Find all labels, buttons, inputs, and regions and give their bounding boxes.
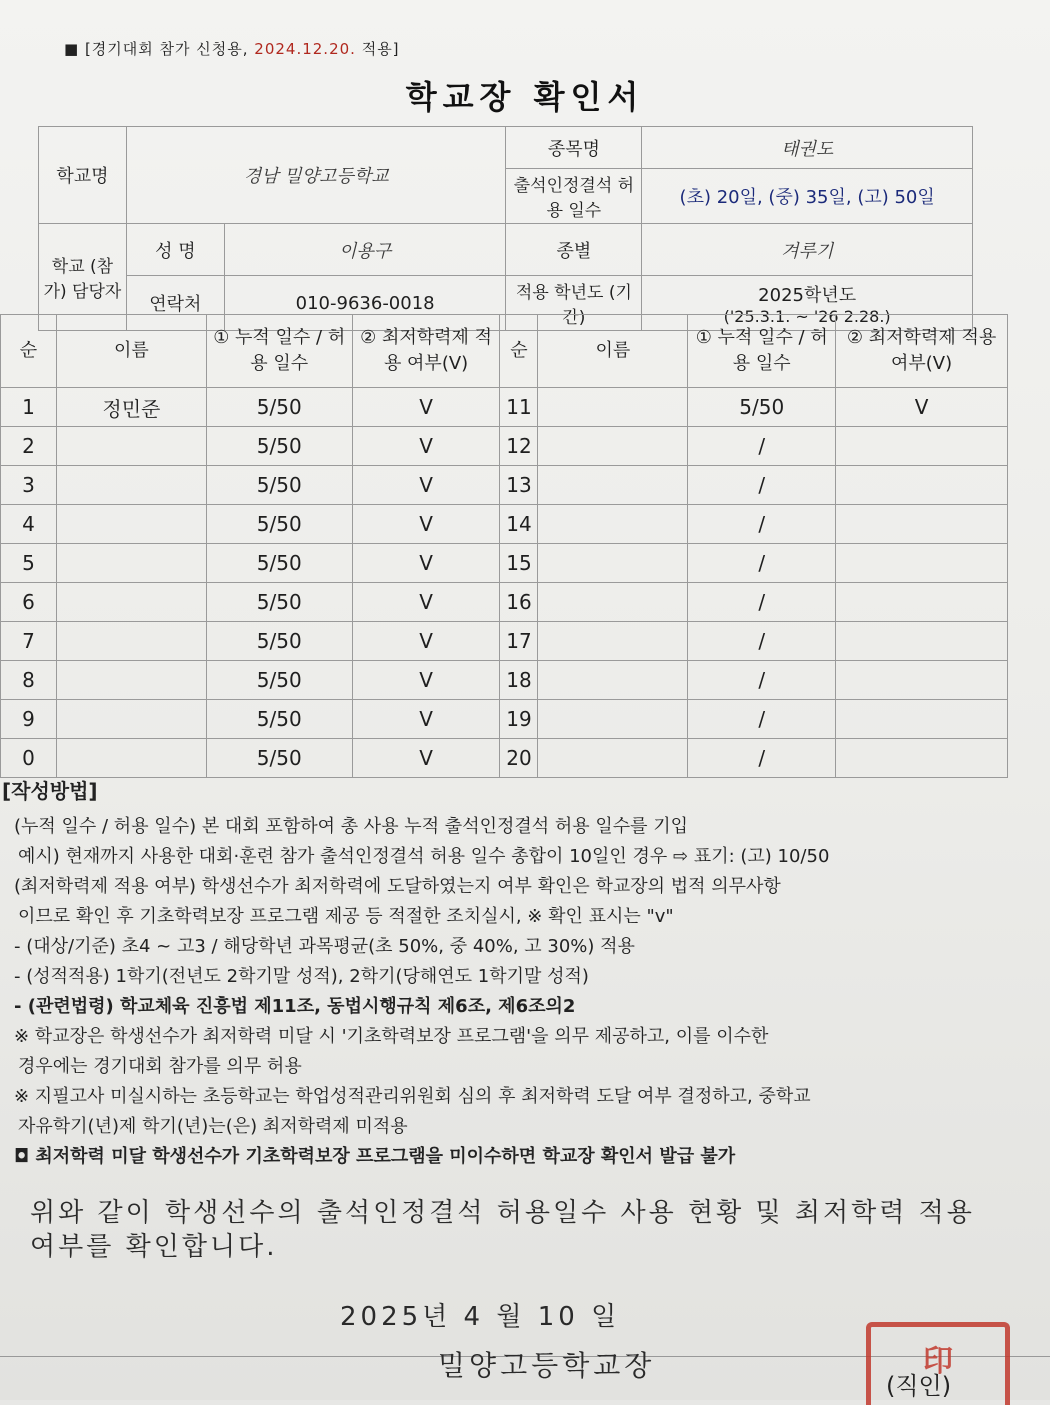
school-value: 경남 밀양고등학교 xyxy=(126,127,506,224)
row-min: V xyxy=(352,427,500,466)
row-days: 5/50 xyxy=(206,466,352,505)
row-days: 5/50 xyxy=(206,661,352,700)
row-no: 18 xyxy=(500,661,538,700)
year-value: 2025학년도 xyxy=(758,284,857,306)
col-no: 순 xyxy=(500,315,538,388)
row-no: 3 xyxy=(1,466,57,505)
table-row xyxy=(1,505,1008,544)
row-no: 8 xyxy=(1,661,57,700)
row-name xyxy=(56,661,206,700)
instruction-line: - (관련법령) 학교체육 진흥법 제11조, 동법시행규칙 제6조, 제6조의2 xyxy=(14,996,576,1017)
row-min xyxy=(836,544,1008,583)
official-seal-stamp: 印 xyxy=(866,1322,1010,1405)
student-table xyxy=(0,314,1008,778)
col-name: 이름 xyxy=(538,315,688,388)
row-name xyxy=(538,544,688,583)
row-days: / xyxy=(688,583,836,622)
category-label: 종별 xyxy=(506,224,642,276)
row-name xyxy=(538,427,688,466)
note-date: 2024.12.20. xyxy=(254,40,356,58)
row-min: V xyxy=(352,583,500,622)
row-days: 5/50 xyxy=(206,622,352,661)
row-name xyxy=(56,544,206,583)
table-header-row xyxy=(1,315,1008,388)
note-suffix: 적용] xyxy=(355,40,400,58)
table-row xyxy=(1,739,1008,778)
row-days: / xyxy=(688,622,836,661)
year-period: ('25.3.1. ~ '26 2.28.) xyxy=(723,306,891,326)
row-name xyxy=(538,661,688,700)
signer-name: 밀양고등학교장 xyxy=(438,1349,656,1382)
row-min xyxy=(836,661,1008,700)
row-min: V xyxy=(352,505,500,544)
row-name xyxy=(538,583,688,622)
allowance-value: (초) 20일, (중) 35일, (고) 50일 xyxy=(642,169,973,224)
document-title: 학교장 확인서 xyxy=(405,78,645,116)
row-days: 5/50 xyxy=(206,583,352,622)
table-row xyxy=(1,544,1008,583)
row-days: / xyxy=(688,739,836,778)
row-days: 5/50 xyxy=(206,505,352,544)
allowance-label: 출석인정결석 허용 일수 xyxy=(506,169,642,224)
row-no: 11 xyxy=(500,388,538,427)
event-value: 태권도 xyxy=(642,127,973,169)
row-name: 정민준 xyxy=(56,388,206,427)
row-name xyxy=(538,388,688,427)
row-no: 6 xyxy=(1,583,57,622)
name-label: 성 명 xyxy=(126,224,224,276)
row-no: 9 xyxy=(1,700,57,739)
col-min: ② 최저학력제 적용 여부(V) xyxy=(352,315,500,388)
row-name xyxy=(538,700,688,739)
col-days: ① 누적 일수 / 허용 일수 xyxy=(688,315,836,388)
row-no: 0 xyxy=(1,739,57,778)
row-min: V xyxy=(352,661,500,700)
row-name xyxy=(538,466,688,505)
row-days: 5/50 xyxy=(206,388,352,427)
row-min: V xyxy=(352,739,500,778)
row-no: 16 xyxy=(500,583,538,622)
row-no: 20 xyxy=(500,739,538,778)
row-no: 4 xyxy=(1,505,57,544)
row-days: 5/50 xyxy=(206,427,352,466)
row-min: V xyxy=(836,388,1008,427)
instruction-line: - (성적적용) 1학기(전년도 2학기말 성적), 2학기(당해연도 1학기말 성적) xyxy=(14,966,589,987)
row-min xyxy=(836,505,1008,544)
row-name xyxy=(56,505,206,544)
note-prefix: ■ [경기대회 참가 신청용, xyxy=(64,40,255,58)
contact-value: 010-9636-0018 xyxy=(224,276,506,331)
row-no: 5 xyxy=(1,544,57,583)
school-label: 학교명 xyxy=(39,127,127,224)
instruction-line: 예시) 현재까지 사용한 대회·훈련 참가 출석인정결석 허용 일수 총합이 10일인 경우 ⇨ 표기: (고) 10/50 xyxy=(18,846,830,867)
row-min xyxy=(836,622,1008,661)
row-no: 19 xyxy=(500,700,538,739)
row-no: 17 xyxy=(500,622,538,661)
instructions-section xyxy=(0,776,1050,1172)
col-min: ② 최저학력제 적용 여부(V) xyxy=(836,315,1008,388)
table-row xyxy=(1,661,1008,700)
row-days: / xyxy=(688,427,836,466)
row-name xyxy=(56,700,206,739)
row-no: 12 xyxy=(500,427,538,466)
table-row xyxy=(1,622,1008,661)
instruction-line: (최저학력제 적용 여부) 학생선수가 최저학력에 도달하였는지 여부 확인은 학교장의 법적 의무사항 xyxy=(14,876,781,897)
row-name xyxy=(56,739,206,778)
row-days: / xyxy=(688,544,836,583)
table-row xyxy=(1,583,1008,622)
category-value: 겨루기 xyxy=(642,224,973,276)
confirmation-text: 위와 같이 학생선수의 출석인정결석 허용일수 사용 현황 및 최저학력 적용 여부를 확인합니다. xyxy=(30,1198,975,1262)
instruction-line: 자유학기(년)제 학기(년)는(은) 최저학력제 미적용 xyxy=(18,1116,408,1137)
row-min: V xyxy=(352,388,500,427)
instruction-line: (누적 일수 / 허용 일수) 본 대회 포함하여 총 사용 누적 출석인정결석 허용 일수를 기입 xyxy=(14,816,689,837)
row-name xyxy=(538,505,688,544)
col-name: 이름 xyxy=(56,315,206,388)
row-days: 5/50 xyxy=(206,739,352,778)
row-no: 1 xyxy=(1,388,57,427)
manager-label: 학교 (참가) 담당자 xyxy=(39,224,127,331)
row-min: V xyxy=(352,544,500,583)
row-name xyxy=(56,466,206,505)
row-min xyxy=(836,700,1008,739)
instructions-title: [작성방법] xyxy=(2,779,98,803)
row-days: 5/50 xyxy=(206,700,352,739)
row-name xyxy=(56,622,206,661)
row-days: / xyxy=(688,505,836,544)
row-days: / xyxy=(688,700,836,739)
row-min: V xyxy=(352,622,500,661)
row-name xyxy=(56,583,206,622)
instruction-line: ※ 지필고사 미실시하는 초등학교는 학업성적관리위원회 심의 후 최저학력 도달 여부 결정하고, 중학교 xyxy=(14,1086,811,1107)
row-no: 7 xyxy=(1,622,57,661)
row-name xyxy=(538,739,688,778)
row-min xyxy=(836,583,1008,622)
seal-label: (직인) xyxy=(886,1372,952,1400)
row-no: 15 xyxy=(500,544,538,583)
row-no: 13 xyxy=(500,466,538,505)
row-min xyxy=(836,466,1008,505)
info-table xyxy=(38,126,973,331)
table-row xyxy=(1,466,1008,505)
row-name xyxy=(538,622,688,661)
instruction-line: ◘ 최저학력 미달 학생선수가 기초학력보장 프로그램을 미이수하면 학교장 확인서 발급 불가 xyxy=(14,1146,736,1167)
student-rows xyxy=(1,388,1008,778)
table-row xyxy=(1,700,1008,739)
row-days: 5/50 xyxy=(688,388,836,427)
table-row xyxy=(1,388,1008,427)
row-days: / xyxy=(688,466,836,505)
row-min xyxy=(836,427,1008,466)
instruction-line: 경우에는 경기대회 참가를 의무 허용 xyxy=(18,1056,302,1077)
form-version-note xyxy=(64,38,400,59)
year-label: 적용 학년도 (기간) xyxy=(506,276,642,331)
instruction-line: - (대상/기준) 초4 ~ 고3 / 해당학년 과목평균(초 50%, 중 40%, 고 30%) 적용 xyxy=(14,936,635,957)
row-no: 14 xyxy=(500,505,538,544)
table-row xyxy=(1,427,1008,466)
row-min xyxy=(836,739,1008,778)
row-name xyxy=(56,427,206,466)
row-min: V xyxy=(352,466,500,505)
instruction-line: ※ 학교장은 학생선수가 최저학력 미달 시 '기초학력보장 프로그램'을 의무 제공하고, 이를 이수한 xyxy=(14,1026,769,1047)
contact-label: 연락처 xyxy=(126,276,224,331)
row-min: V xyxy=(352,700,500,739)
name-value: 이용구 xyxy=(224,224,506,276)
instruction-line: 이므로 확인 후 기초학력보장 프로그램 제공 등 적절한 조치실시, ※ 확인 표시는 "v" xyxy=(18,906,674,927)
col-no: 순 xyxy=(1,315,57,388)
col-days: ① 누적 일수 / 허용 일수 xyxy=(206,315,352,388)
event-label: 종목명 xyxy=(506,127,642,169)
row-no: 2 xyxy=(1,427,57,466)
row-days: 5/50 xyxy=(206,544,352,583)
issue-date: 2025년 4 월 10 일 xyxy=(340,1302,621,1332)
row-days: / xyxy=(688,661,836,700)
